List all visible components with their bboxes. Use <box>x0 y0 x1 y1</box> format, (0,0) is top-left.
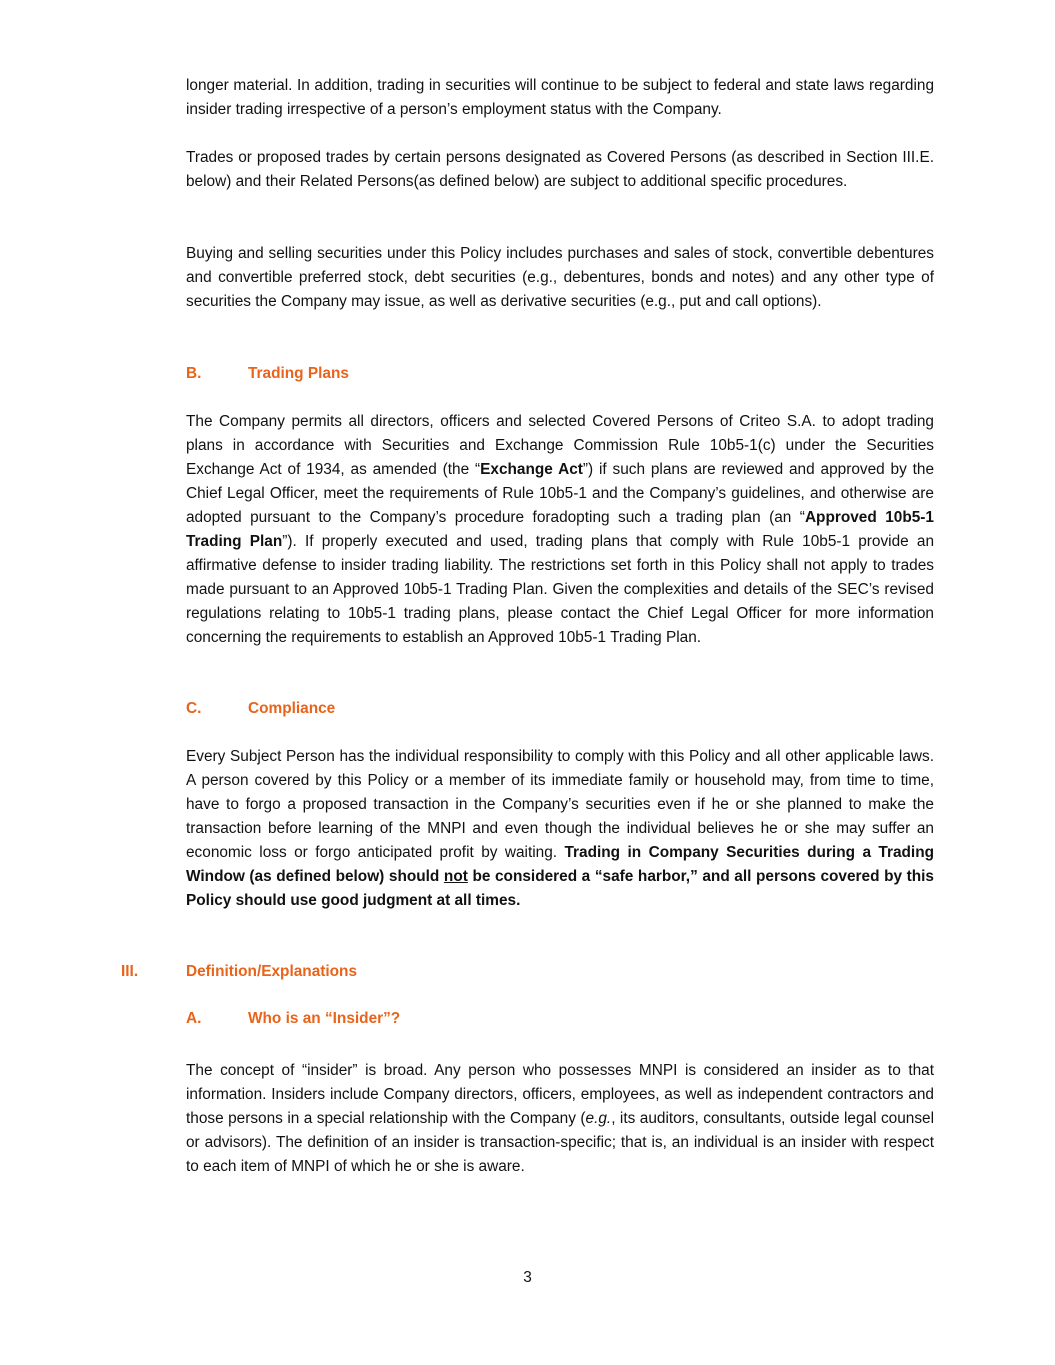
page-number: 3 <box>523 1269 532 1286</box>
compliance-not-underlined: not <box>443 868 468 885</box>
section-b-number: B. <box>186 365 202 382</box>
compliance-paragraph <box>186 745 934 913</box>
intro-continued-paragraph: longer material. In addition, trading in securities will continue to be subject to federal and state laws regarding insider trading irrespective of a person’s employment status with the Company. <box>186 77 934 118</box>
trading-plans-text-3: ”). If properly executed and used, trading plans that comply with Rule 10b5-1 provide an affirmative defense to insider trading liability. The restrictions set forth in this Policy shall not apply to trades made pursuant to an Approved 10b5-1 Trading Plan. Given the complexities and details of the SEC’s revised regulations relating to 10b5-1 trading plans, please contact the Chief Legal Officer for more information concerning the requirements to establish an Approved 10b5-1 Trading Plan. <box>186 533 935 646</box>
insider-italic-eg: e.g. <box>585 1110 612 1127</box>
insider-paragraph <box>186 1059 934 1179</box>
trading-plans-paragraph <box>186 410 934 650</box>
insider-text-1: The concept of “insider” is broad. Any person who possesses MNPI is considered an insider as to that information. Insiders include Company directors, officers, employees, as well as independent contractors and those persons in a special relationship with the Company ( <box>186 1062 934 1127</box>
section-iii-number: III. <box>121 963 139 980</box>
compliance-text-1: Every Subject Person has the individual responsibility to comply with this Policy and all other applicable laws. A person covered by this Policy or a member of its immediate family or household may, from time to time, have to forgo a proposed transaction in the Company’s securities even if he or she planned to make the transaction before learning of the MNPI and even though the individual believes he or she may suffer an economic loss or forgo anticipated profit by waiting. <box>186 748 934 861</box>
section-b-title: Trading Plans <box>248 365 349 382</box>
exchange-act-term: Exchange Act <box>480 461 583 478</box>
buying-selling-paragraph: Buying and selling securities under this Policy includes purchases and sales of stock, convertible debentures and convertible preferred stock, debt securities (e.g., debentures, bonds and notes) and any other type of securities the Company may issue, as well as derivative securities (e.g., put and call options). <box>186 245 934 310</box>
compliance-bold-underlined <box>444 868 468 885</box>
compliance-bold-1: Trading in Company Securities during a Trading Window (as defined below) should <box>186 844 935 885</box>
section-c-number: C. <box>186 700 202 717</box>
covered-persons-paragraph: Trades or proposed trades by certain persons designated as Covered Persons (as described in Section III.E. below) and their Related Persons(as defined below) are subject to additional specific procedures. <box>186 149 934 190</box>
section-iii-a-title: Who is an “Insider”? <box>248 1010 401 1027</box>
section-c-title: Compliance <box>248 700 336 717</box>
compliance-bold-2: be considered a “safe harbor,” and all persons covered by this Policy should use good judgment at all times. <box>186 868 934 909</box>
insider-text-2: , its auditors, consultants, outside legal counsel or advisors). The definition of an insider is transaction-specific; that is, an individual is an insider with respect to each item of MNPI of which he or she is aware. <box>186 1110 934 1175</box>
approved-plan-term: Approved 10b5-1 Trading Plan <box>186 509 934 550</box>
section-iii-title: Definition/Explanations <box>186 963 358 980</box>
trading-plans-text-2: ”) if such plans are reviewed and approved by the Chief Legal Officer, meet the requirements of Rule 10b5-1 and the Company’s guidelines, and otherwise are adopted pursuant to the Company’s procedure foradopting such a trading plan (an “ <box>186 461 935 526</box>
trading-plans-text-1: The Company permits all directors, officers and selected Covered Persons of Criteo S.A. to adopt trading plans in accordance with Securities and Exchange Commission Rule 10b5-1(c) under the Securities Exchange Act of 1934, as amended (the “ <box>186 413 934 478</box>
section-iii-a-number: A. <box>186 1010 202 1027</box>
